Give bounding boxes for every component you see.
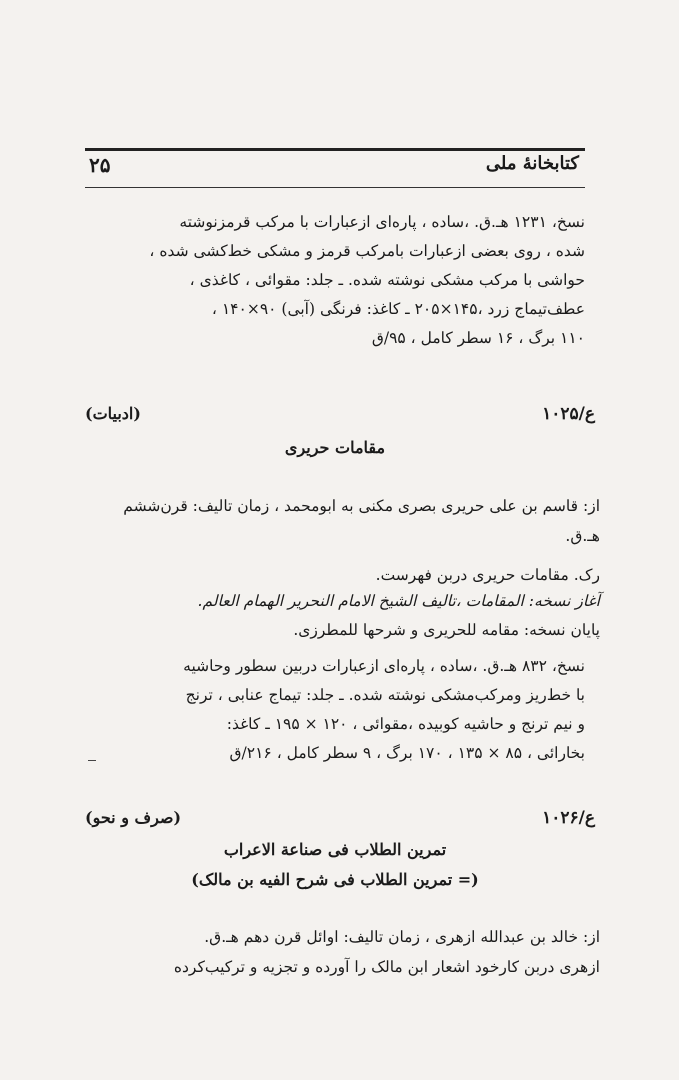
author-line: از: خالد بن عبدالله ازهری ، زمان تالیف: اوائل قرن دهم هـ.ق. xyxy=(204,928,600,946)
description-line: بخارائی ، ۸۵ × ۱۳۵ ، ۱۷۰ برگ ، ۹ سطر کامل ، ۲۱۶/ق xyxy=(229,744,585,762)
description-line: شده ، روی بعضی ازعبارات بامرکب قرمز و مشکی خط‌کشی شده ، xyxy=(149,242,585,260)
continued-entry-description xyxy=(85,208,585,353)
description-line: و نیم ترنج و حاشیه کوبیده ،مقوائی ، ۱۲۰ × ۱۹۵ ـ کاغذ: xyxy=(226,715,585,733)
description-line: ۱۱۰ برگ ، ۱۶ سطر کامل ، ۹۵/ق xyxy=(371,329,585,347)
reference-line: رک. مقامات حریری دربن فهرست. xyxy=(375,566,600,584)
entry-title: تمرین الطلاب فی صناعة الاعراب xyxy=(223,840,447,859)
description-line: حواشی با مرکب مشکی نوشته شده. ـ جلد: مقوائی ، کاغذی ، xyxy=(189,271,585,289)
ending-line: پایان نسخه: مقامه للحریری و شرحها للمطرزی. xyxy=(293,621,600,639)
author-line-cont: هـ.ق. xyxy=(565,527,600,545)
entry-code: ع/۱۰۲۵ xyxy=(542,404,595,424)
page-header xyxy=(85,148,585,188)
description-line: نسخ، ۸۳۲ هـ.ق. ،ساده ، پاره‌ای ازعبارات دربین سطور وحاشیه xyxy=(183,657,585,675)
page-number: ۲۵ xyxy=(89,153,111,177)
entry-category: (ادبیات) xyxy=(85,404,141,423)
author-line: از: قاسم بن علی حریری بصری مکنی به ابومحمد ، زمان تالیف: قرن‌ششم xyxy=(123,497,600,515)
beginning-line: آغاز نسخه: المقامات ،تالیف الشیخ الامام النحریر الهمام العالم. xyxy=(197,592,600,610)
margin-dash xyxy=(88,760,96,761)
entry-title: مقامات حریری xyxy=(284,438,386,457)
entry-1026-header xyxy=(85,808,595,834)
running-title: کتابخانهٔ ملی xyxy=(485,153,579,174)
entry-category: (صرف و نحو) xyxy=(85,808,182,827)
note-line: ازهری دربن کارخود اشعار ابن مالک را آورده و تجزیه و ترکیب‌کرده xyxy=(173,958,600,976)
entry-1025-description xyxy=(85,652,585,768)
entry-alt-title: (= تمرین الطلاب فی شرح الفیه بن مالک) xyxy=(191,870,479,889)
entry-code: ع/۱۰۲۶ xyxy=(542,808,595,828)
entry-1025-header xyxy=(85,404,595,430)
description-line: نسخ، ۱۲۳۱ هـ.ق. ،ساده ، پاره‌ای ازعبارات با مرکب قرمزنوشته xyxy=(179,213,585,231)
description-line: عطف‌تیماج زرد ،۱۴۵×۲۰۵ ـ کاغذ: فرنگی (آبی) ۹۰×۱۴۰ ، xyxy=(211,300,585,318)
description-line: با خط‌ریز ومرکب‌مشکی نوشته شده. ـ جلد: تیماج عنابی ، ترنج xyxy=(185,686,585,704)
